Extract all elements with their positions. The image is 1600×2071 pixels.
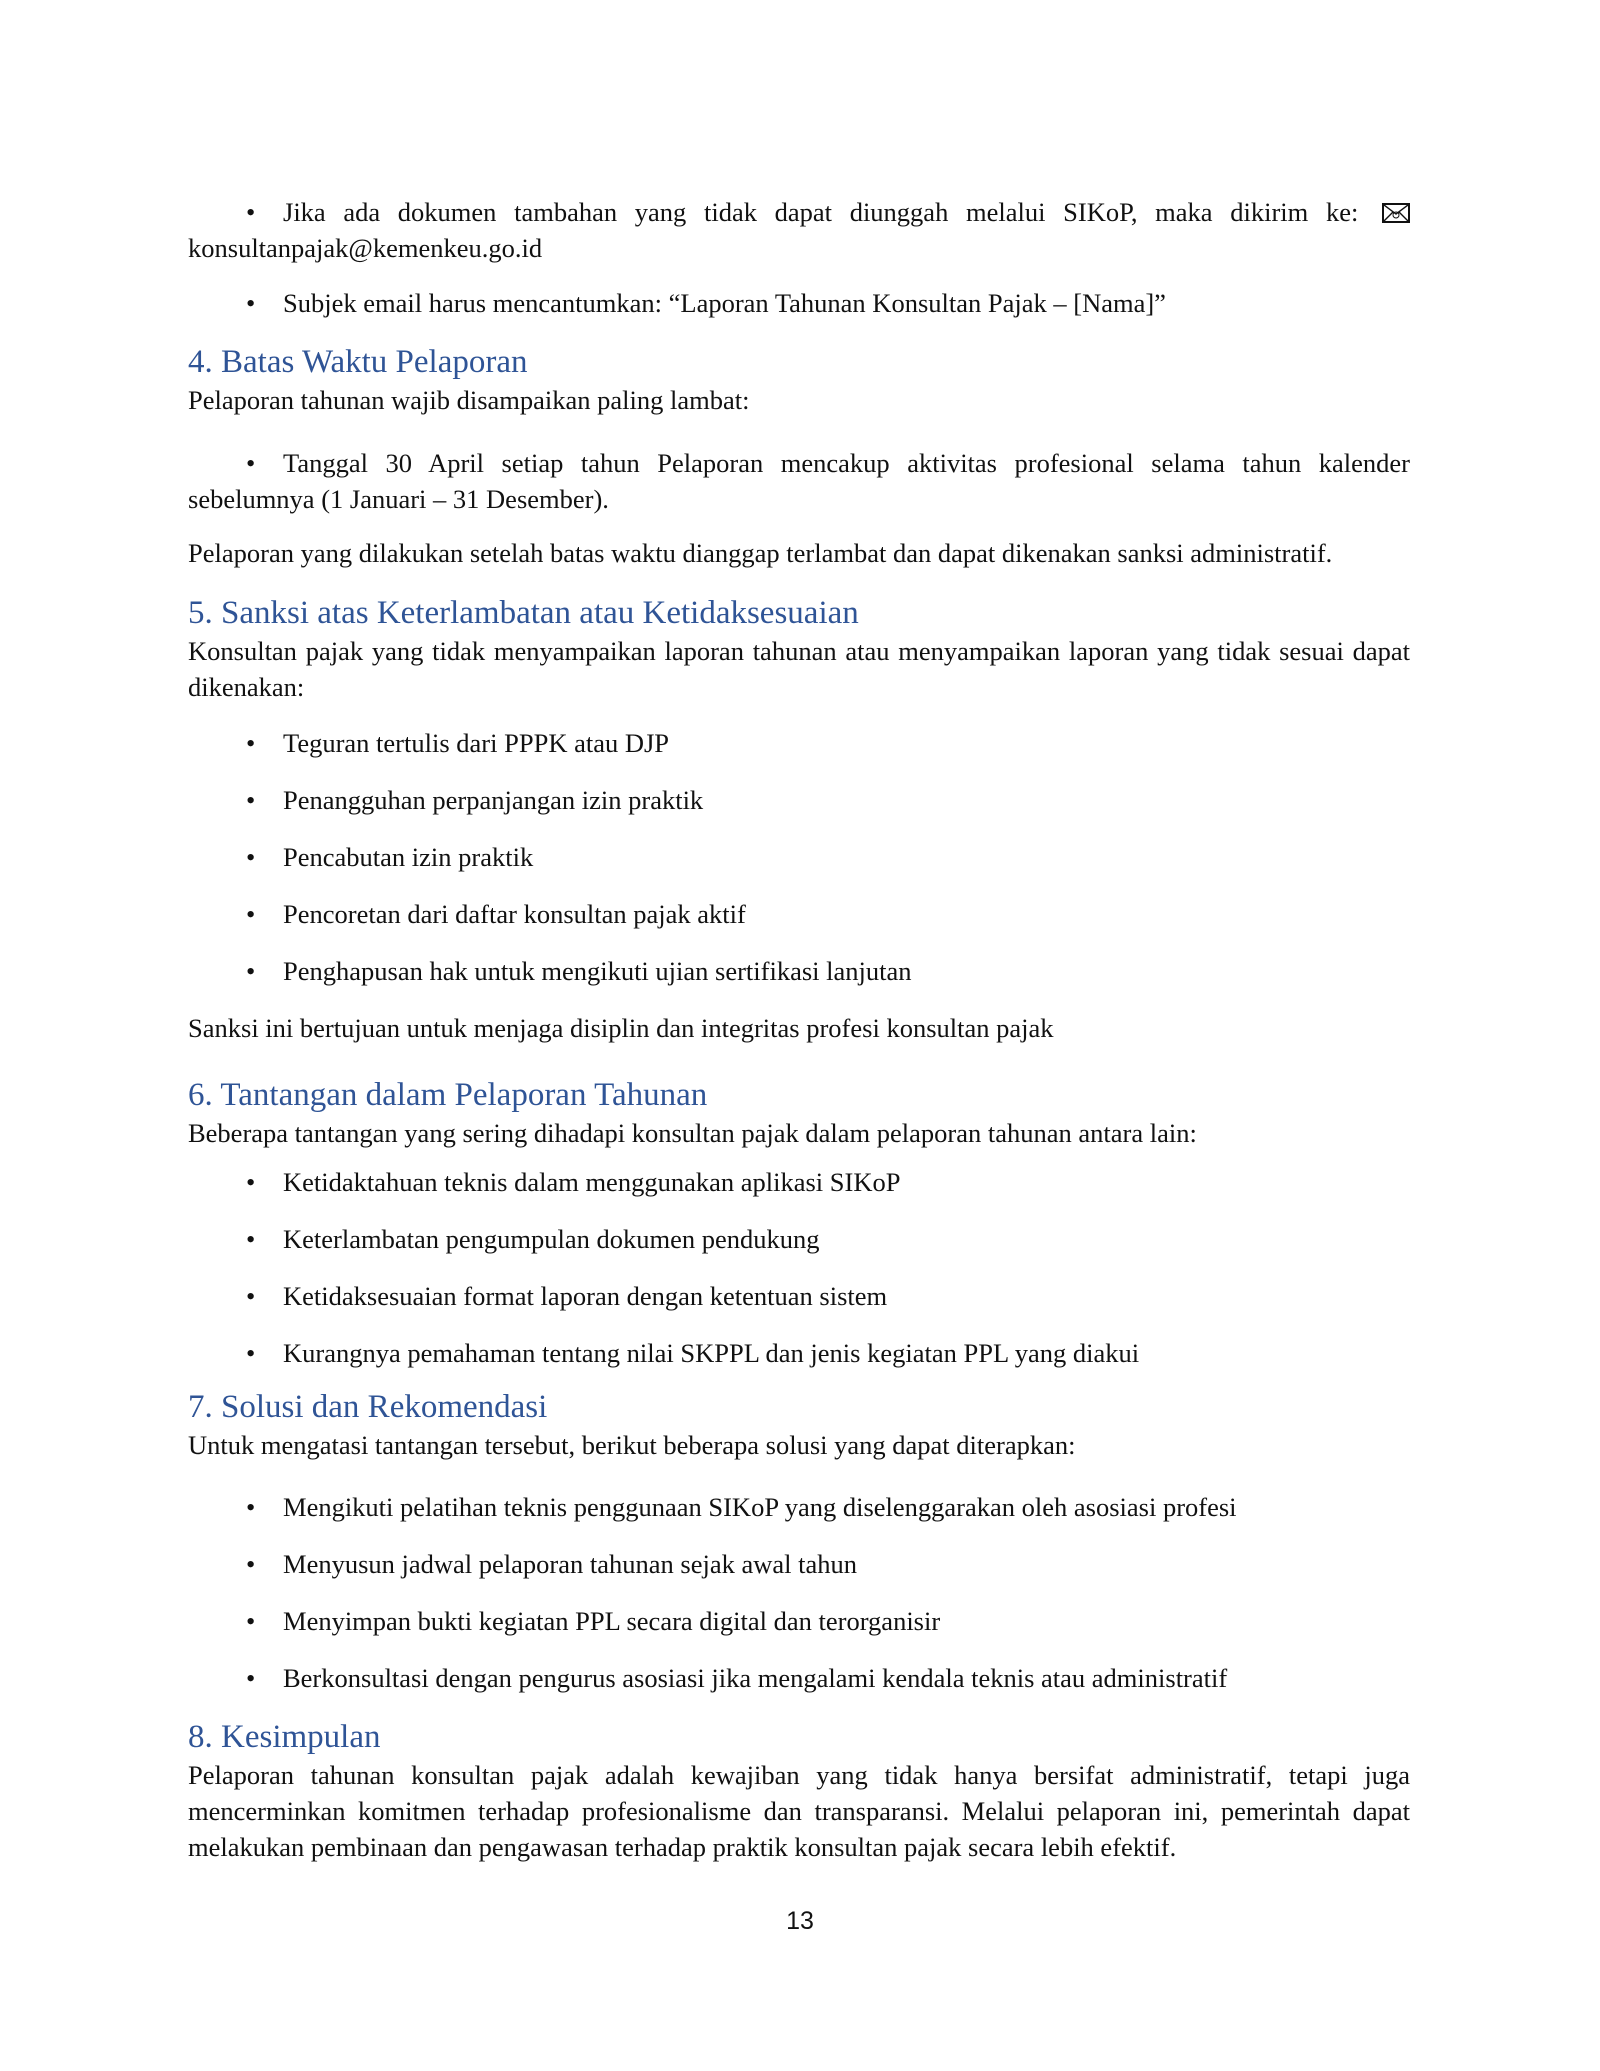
- section-6: [188, 1075, 1410, 1151]
- section-closing: Sanksi ini bertujuan untuk menjaga disiplin dan integritas profesi konsultan pajak: [188, 1013, 1054, 1043]
- email-link[interactable]: konsultanpajak@kemenkeu.go.id: [188, 233, 543, 263]
- section-4-bullets: [188, 445, 1410, 517]
- bullet-dot: •: [246, 785, 256, 815]
- bullet-dot: •: [246, 1338, 256, 1368]
- list-item: • Keterlambatan pengumpulan dokumen pendukung: [188, 1221, 1410, 1257]
- list-item: • Pencoretan dari daftar konsultan pajak aktif: [188, 896, 1410, 932]
- list-item: • Teguran tertulis dari PPPK atau DJP: [188, 725, 1410, 761]
- list-item: • Kurangnya pemahaman tentang nilai SKPPL dan jenis kegiatan PPL yang diakui: [188, 1335, 1410, 1371]
- section-4-closing: Pelaporan yang dilakukan setelah batas waktu dianggap terlambat dan dapat dikenakan sanksi administratif.: [188, 538, 1333, 568]
- section-intro: Beberapa tantangan yang sering dihadapi konsultan pajak dalam pelaporan tahunan antara lain:: [188, 1118, 1197, 1148]
- section-heading: 8. Kesimpulan: [188, 1719, 381, 1755]
- section-body: Pelaporan tahunan konsultan pajak adalah kewajiban yang tidak hanya bersifat administratif, tetapi juga mencerminkan komitmen terhadap profesionalisme dan transparansi. Melalui pelaporan ini, pemerintah dapat melakukan pembinaan dan pengawasan terhadap praktik konsultan pajak secara lebih efektif.: [188, 1760, 1410, 1862]
- section-heading: 6. Tantangan dalam Pelaporan Tahunan: [188, 1077, 708, 1113]
- bullet-dot: •: [246, 899, 256, 929]
- section-4: [188, 342, 1410, 418]
- section-heading: 7. Solusi dan Rekomendasi: [188, 1389, 548, 1425]
- bullet-dot: •: [246, 1663, 256, 1693]
- section-5-bullets: [188, 725, 1410, 1046]
- section-intro: Untuk mengatasi tantangan tersebut, berikut beberapa solusi yang dapat diterapkan:: [188, 1430, 1076, 1460]
- bullet-dot: •: [246, 1549, 256, 1579]
- list-item: • Menyimpan bukti kegiatan PPL secara digital dan terorganisir: [188, 1603, 1410, 1639]
- section-6-bullets: [188, 1164, 1410, 1371]
- list-item: • Ketidaksesuaian format laporan dengan ketentuan sistem: [188, 1278, 1410, 1314]
- list-item: • Penangguhan perpanjangan izin praktik: [188, 782, 1410, 818]
- bullet-dot: •: [246, 197, 256, 227]
- section-heading: 4. Batas Waktu Pelaporan: [188, 344, 528, 380]
- list-item: • Ketidaktahuan teknis dalam menggunakan aplikasi SIKoP: [188, 1164, 1410, 1200]
- section-7-bullets: [188, 1489, 1410, 1696]
- list-item: • Tanggal 30 April setiap tahun Pelaporan mencakup aktivitas profesional selama tahun kalender sebelumnya (1 Januari – 31 Desember).: [188, 445, 1410, 517]
- bullet-dot: •: [246, 1606, 256, 1636]
- bullet-dot: •: [246, 288, 256, 318]
- section-7: [188, 1387, 1410, 1463]
- bullet-text: Jika ada dokumen tambahan yang tidak dapat diunggah melalui SIKoP, maka dikirim ke:: [283, 197, 1359, 227]
- bullet-dot: •: [246, 1224, 256, 1254]
- section-8: [188, 1717, 1410, 1865]
- bullet-dot: •: [246, 728, 256, 758]
- list-item: • Mengikuti pelatihan teknis penggunaan SIKoP yang diselenggarakan oleh asosiasi profesi: [188, 1489, 1410, 1525]
- list-item: • Pencabutan izin praktik: [188, 839, 1410, 875]
- list-item: • Menyusun jadwal pelaporan tahunan sejak awal tahun: [188, 1546, 1410, 1582]
- bullet-dot: •: [246, 842, 256, 872]
- section-heading: 5. Sanksi atas Keterlambatan atau Ketidaksesuaian: [188, 595, 859, 631]
- envelope-icon: [1382, 203, 1410, 223]
- bullet-dot: •: [246, 448, 256, 478]
- list-item: • Penghapusan hak untuk mengikuti ujian sertifikasi lanjutan: [188, 953, 1410, 989]
- bullet-dot: •: [246, 1167, 256, 1197]
- bullet-dot: •: [246, 1492, 256, 1522]
- section-5: [188, 593, 1410, 705]
- bullet-text: Subjek email harus mencantumkan: “Laporan Tahunan Konsultan Pajak – [Nama]”: [283, 288, 1166, 318]
- bullet-dot: •: [246, 956, 256, 986]
- bullet-dot: •: [246, 1281, 256, 1311]
- intro-bullet-email: [188, 194, 1410, 266]
- intro-bullet-subject: [188, 285, 1410, 321]
- section-intro: Pelaporan tahunan wajib disampaikan paling lambat:: [188, 385, 750, 415]
- page-number: 13: [786, 1907, 814, 1935]
- section-intro: Konsultan pajak yang tidak menyampaikan laporan tahunan atau menyampaikan laporan yang tidak sesuai dapat dikenakan:: [188, 636, 1410, 702]
- list-item: • Berkonsultasi dengan pengurus asosiasi jika mengalami kendala teknis atau administratif: [188, 1660, 1410, 1696]
